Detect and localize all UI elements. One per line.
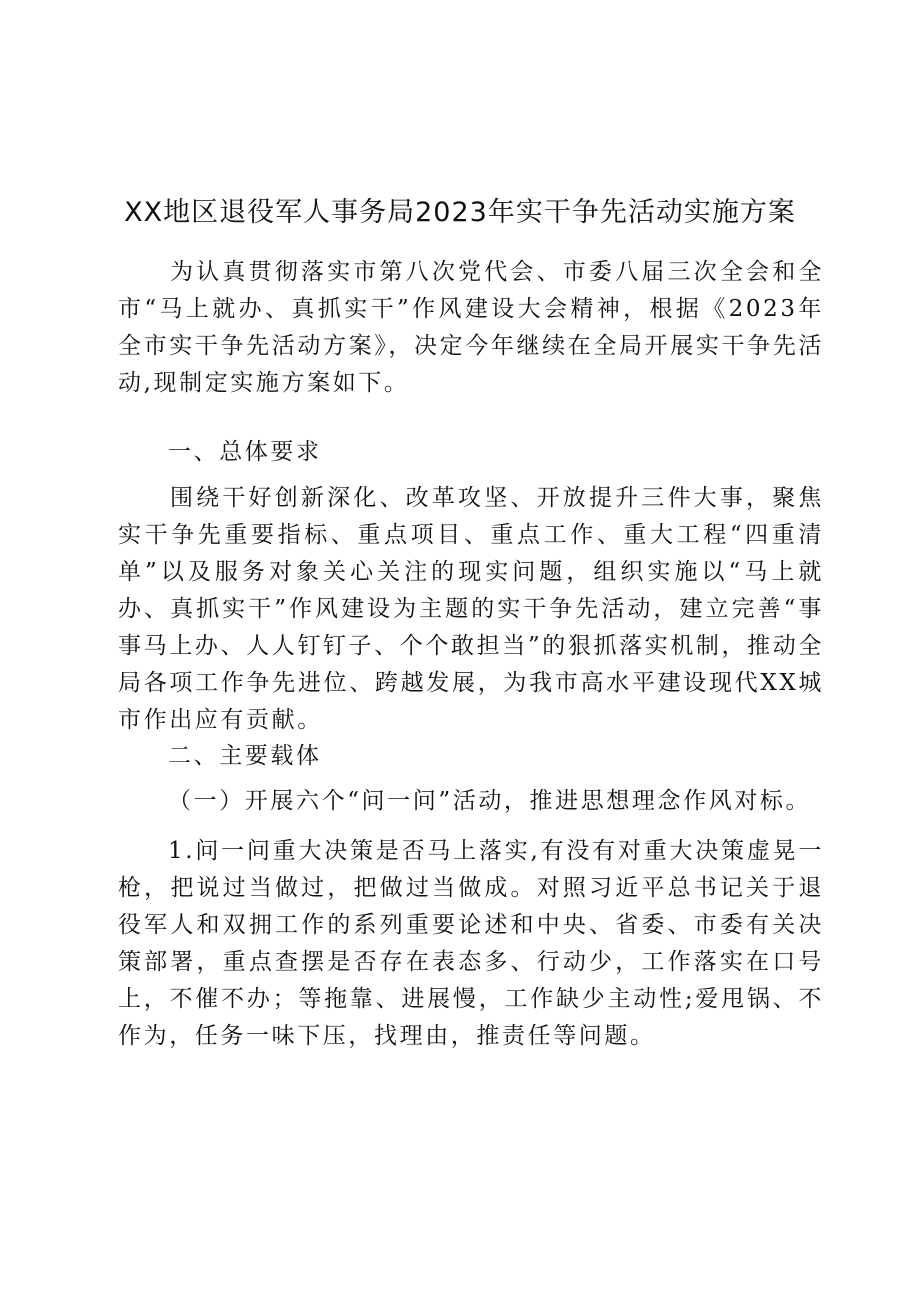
item-1-paragraph: 1.问一问重大决策是否马上落实,有没有对重大决策虚晃一枪，把说过当做过，把做过当做成。对照习近平总书记关于退役军人和双拥工作的系列重要论述和中央、省委、市委有关决策部署，重点查摆是否存在表态多、行动少，工作落实在口号上，不催不办；等拖靠、进展慢，工作缺少主动性;爱甩锅、不作为，任务一味下压，找理由，推责任等问题。 bbox=[118, 838, 824, 1049]
document-title: XX地区退役军人事务局2023年实干争先活动实施方案 bbox=[124, 197, 796, 228]
section-1-heading: 一、总体要求 bbox=[168, 439, 322, 465]
section-2-subheading: （一）开展六个“问一问”活动，推进思想理念作风对标。 bbox=[168, 788, 812, 814]
section-2-heading: 二、主要载体 bbox=[168, 743, 322, 769]
intro-paragraph: 为认真贯彻落实市第八次党代会、市委八届三次全会和全市“马上就办、真抓实干”作风建设大会精神，根据《2023年全市实干争先活动方案》，决定今年继续在全局开展实干争先活动,现制定实施方案如下。 bbox=[118, 259, 824, 396]
section-1-paragraph: 围绕干好创新深化、改革攻坚、开放提升三件大事，聚焦实干争先重要指标、重点项目、重点工作、重大工程“四重清单”以及服务对象关心关注的现实问题，组织实施以“马上就办、真抓实干”作风建设为主题的实干争先活动，建立完善“事事马上办、人人钉钉子、个个敢担当”的狠抓落实机制，推动全局各项工作争先进位、跨越发展，为我市高水平建设现代XX城市作出应有贡献。 bbox=[118, 485, 824, 733]
